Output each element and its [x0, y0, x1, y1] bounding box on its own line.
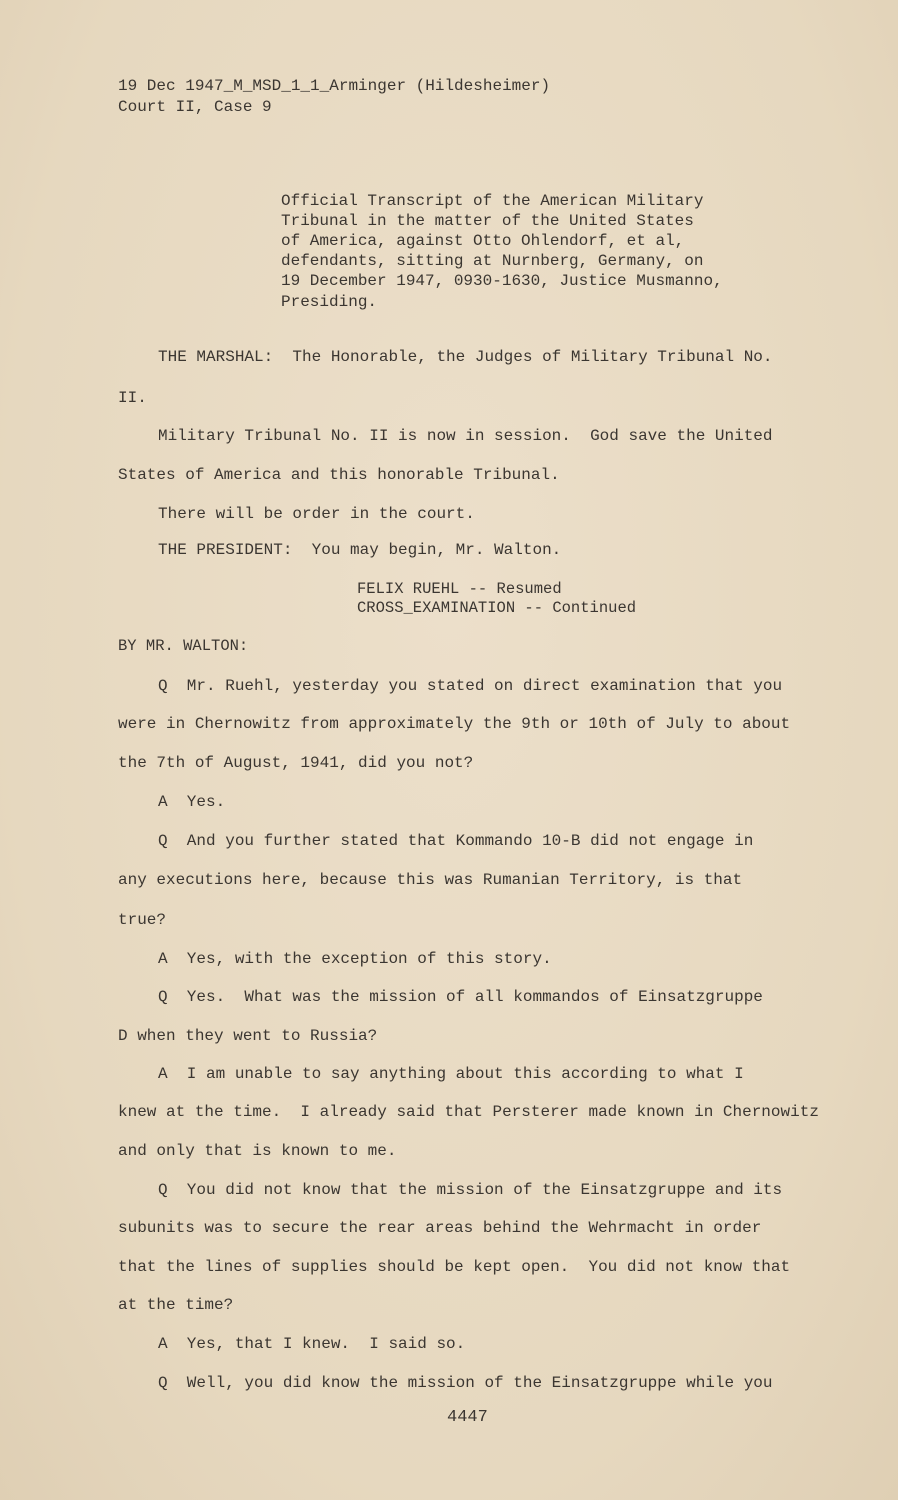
- transcript-line: knew at the time. I already said that Persterer made known in Chernowitz: [118, 1103, 819, 1121]
- transcript-line: any executions here, because this was Rumanian Territory, is that: [118, 871, 743, 889]
- transcript-line: at the time?: [118, 1296, 234, 1314]
- transcript-line: THE MARSHAL: The Honorable, the Judges of Military Tribunal No.: [158, 348, 773, 366]
- transcript-line: A Yes, with the exception of this story.: [158, 950, 552, 968]
- transcript-line: Q Well, you did know the mission of the Einsatzgruppe while you: [158, 1374, 773, 1392]
- examination-type: CROSS_EXAMINATION -- Continued: [357, 599, 637, 617]
- transcript-line: There will be order in the court.: [158, 505, 475, 523]
- transcript-line: II.: [118, 389, 147, 407]
- transcript-line: States of America and this honorable Tribunal.: [118, 466, 560, 484]
- caption-line: Official Transcript of the American Military: [281, 192, 704, 210]
- witness-name: FELIX RUEHL -- Resumed: [357, 580, 562, 598]
- transcript-line: were in Chernowitz from approximately the 9th or 10th of July to about: [118, 715, 791, 733]
- caption-line: defendants, sitting at Nurnberg, Germany, on: [281, 252, 704, 270]
- transcript-line: A I am unable to say anything about this according to what I: [158, 1065, 744, 1083]
- transcript-line: THE PRESIDENT: You may begin, Mr. Walton.: [158, 541, 562, 559]
- transcript-line: Q And you further stated that Kommando 10-B did not engage in: [158, 832, 754, 850]
- transcript-line: Q You did not know that the mission of the Einsatzgruppe and its: [158, 1181, 783, 1199]
- page-number: 4447: [447, 1408, 488, 1427]
- examiner-line: BY MR. WALTON:: [118, 637, 249, 655]
- transcript-line: true?: [118, 911, 167, 929]
- caption-line: Presiding.: [281, 293, 378, 311]
- header-reference: 19 Dec 1947_M_MSD_1_1_Arminger (Hildesheimer): [118, 77, 551, 95]
- transcript-line: A Yes, that I knew. I said so.: [158, 1335, 466, 1353]
- header-court-case: Court II, Case 9: [118, 98, 272, 116]
- transcript-line: Military Tribunal No. II is now in session. God save the United: [158, 427, 773, 445]
- caption-line: Tribunal in the matter of the United States: [281, 212, 694, 230]
- transcript-line: and only that is known to me.: [118, 1142, 397, 1160]
- transcript-line: Q Yes. What was the mission of all kommandos of Einsatzgruppe: [158, 988, 763, 1006]
- transcript-line: that the lines of supplies should be kept open. You did not know that: [118, 1258, 791, 1276]
- transcript-line: D when they went to Russia?: [118, 1027, 378, 1045]
- transcript-line: Q Mr. Ruehl, yesterday you stated on direct examination that you: [158, 677, 783, 695]
- caption-line: 19 December 1947, 0930-1630, Justice Musmanno,: [281, 272, 723, 290]
- transcript-line: A Yes.: [158, 793, 226, 811]
- caption-line: of America, against Otto Ohlendorf, et al,: [281, 232, 685, 250]
- transcript-line: the 7th of August, 1941, did you not?: [118, 754, 474, 772]
- transcript-line: subunits was to secure the rear areas behind the Wehrmacht in order: [118, 1219, 762, 1237]
